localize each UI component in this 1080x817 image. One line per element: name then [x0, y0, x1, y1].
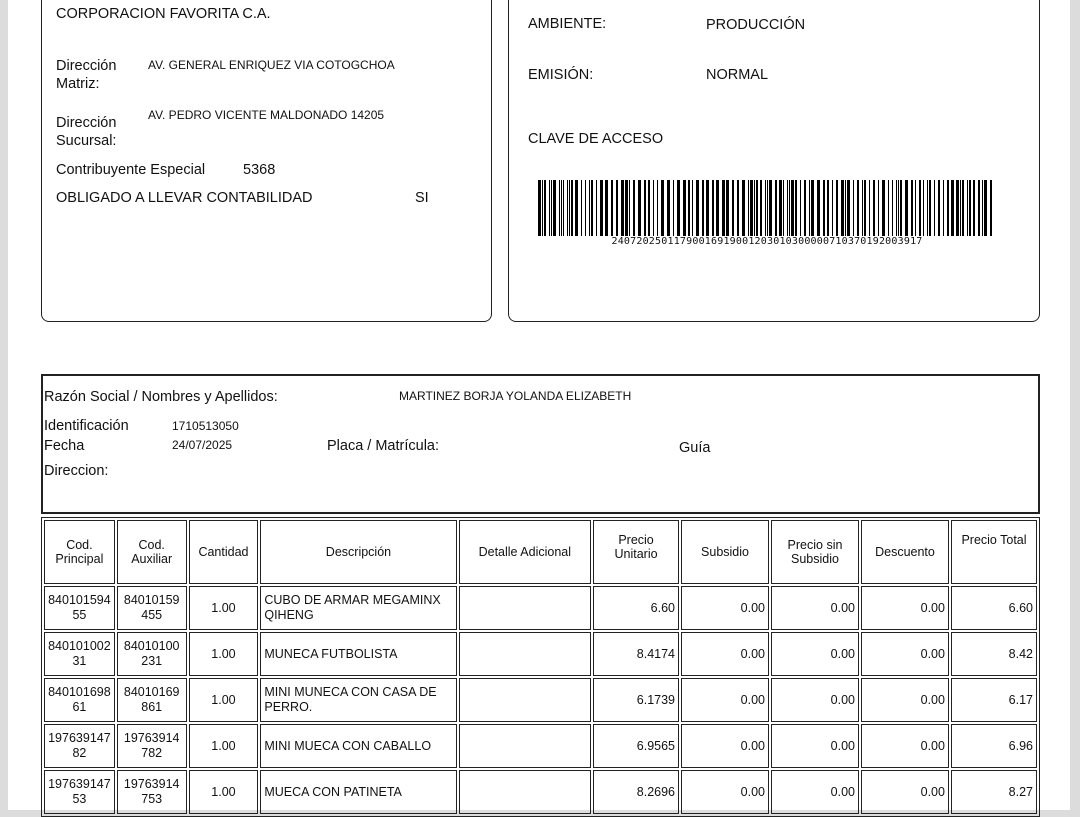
- cell-additional-detail: [459, 678, 591, 722]
- issuer-box: [41, 0, 492, 322]
- barcode-image: [536, 180, 998, 236]
- client-id: 1710513050: [172, 419, 239, 433]
- cell-additional-detail: [459, 770, 591, 814]
- cell-subsidy: 0.00: [681, 724, 769, 768]
- barcode-bar: [748, 180, 749, 236]
- barcode-bar: [779, 180, 782, 236]
- barcode-bar: [836, 180, 838, 236]
- cell-total-price: 6.60: [951, 586, 1037, 630]
- barcode-bar: [638, 180, 641, 236]
- barcode-bar: [629, 180, 630, 236]
- barcode-bar: [775, 180, 777, 236]
- cell-quantity: 1.00: [189, 586, 259, 630]
- cell-discount: 0.00: [861, 632, 949, 676]
- barcode-bar: [951, 180, 954, 236]
- cell-quantity: 1.00: [189, 678, 259, 722]
- cell-subsidy: 0.00: [681, 586, 769, 630]
- barcode-bar: [956, 180, 959, 236]
- barcode-bar: [900, 180, 902, 236]
- barcode-bar: [760, 180, 762, 236]
- barcode-bar: [947, 180, 949, 236]
- barcode-bar: [969, 180, 971, 236]
- barcode-bar: [898, 180, 899, 236]
- barcode-bar: [571, 180, 573, 236]
- barcode-bar: [712, 180, 714, 236]
- barcode-bar: [605, 180, 608, 236]
- barcode-bar: [611, 180, 613, 236]
- barcode-bar: [688, 180, 690, 236]
- barcode-bar: [962, 180, 964, 236]
- barcode-bar: [591, 180, 593, 236]
- header-aux-code: Cod. Auxiliar: [117, 520, 187, 584]
- cell-unit-price: 8.4174: [593, 632, 679, 676]
- table-row: [44, 586, 1037, 630]
- cell-total-price: 6.17: [951, 678, 1037, 722]
- barcode-bar: [978, 180, 980, 236]
- barcode-bar: [616, 180, 618, 236]
- barcode-bar: [990, 180, 992, 236]
- invoice-page: [8, 0, 1070, 810]
- barcode-bar: [722, 180, 725, 236]
- barcode-bar: [787, 180, 788, 236]
- accounting-label: OBLIGADO A LLEVAR CONTABILIDAD: [56, 190, 313, 206]
- barcode-bar: [915, 180, 916, 236]
- barcode-bar: [644, 180, 646, 236]
- barcode-bar: [706, 180, 709, 236]
- table-header-row: [44, 520, 1037, 584]
- cell-total-price: 8.27: [951, 770, 1037, 814]
- table-row: [44, 678, 1037, 722]
- cell-unit-price: 6.1739: [593, 678, 679, 722]
- special-taxpayer-label: Contribuyente Especial: [56, 162, 206, 178]
- matrix-address: AV. GENERAL ENRIQUEZ VIA COTOGCHOA: [148, 58, 395, 72]
- barcode-bar: [927, 180, 928, 236]
- client-address-label: Direccion:: [44, 463, 109, 479]
- barcode-bar: [769, 180, 772, 236]
- barcode-bar: [553, 180, 556, 236]
- barcode-bar: [561, 180, 562, 236]
- header-total-price: Precio Total: [951, 520, 1037, 584]
- barcode-bar: [621, 180, 624, 236]
- header-description: Descripción: [260, 520, 456, 584]
- cell-principal-code: 84010100231: [44, 632, 115, 676]
- barcode-bar: [569, 180, 570, 236]
- cell-principal-code: 19763914782: [44, 724, 115, 768]
- barcode-bar: [696, 180, 699, 236]
- cell-quantity: 1.00: [189, 632, 259, 676]
- special-taxpayer-value: 5368: [243, 162, 276, 178]
- barcode-bar: [765, 180, 766, 236]
- barcode-bar: [929, 180, 931, 236]
- cell-unit-price: 6.60: [593, 586, 679, 630]
- barcode-bar: [702, 180, 704, 236]
- branch-address: AV. PEDRO VICENTE MALDONADO 14205: [148, 108, 385, 122]
- header-discount: Descuento: [861, 520, 949, 584]
- barcode-bar: [919, 180, 921, 236]
- cell-description: MINI MUECA CON CABALLO: [260, 724, 456, 768]
- accounting-value: SI: [415, 190, 429, 206]
- barcode-bar: [549, 180, 550, 236]
- barcode-bar: [817, 180, 820, 236]
- header-subsidy: Subsidio: [681, 520, 769, 584]
- barcode-bar: [869, 180, 870, 236]
- table-row: [44, 770, 1037, 814]
- company-name: CORPORACION FAVORITA C.A.: [56, 6, 271, 22]
- cell-additional-detail: [459, 586, 591, 630]
- barcode-bar: [892, 180, 893, 236]
- barcode-bar: [596, 180, 597, 236]
- cell-quantity: 1.00: [189, 724, 259, 768]
- cell-total-price: 8.42: [951, 632, 1037, 676]
- barcode-bar: [732, 180, 734, 236]
- matrix-address-label: Dirección Matriz:: [56, 58, 117, 93]
- barcode-bar: [823, 180, 825, 236]
- barcode-bar: [911, 180, 913, 236]
- barcode-bar: [873, 180, 875, 236]
- client-name: MARTINEZ BORJA YOLANDA ELIZABETH: [399, 389, 632, 403]
- cell-description: MUNECA FUTBOLISTA: [260, 632, 456, 676]
- header-quantity: Cantidad: [189, 520, 259, 584]
- client-name-label: Razón Social / Nombres y Apellidos:: [44, 389, 278, 405]
- barcode-bar: [973, 180, 975, 236]
- cell-discount: 0.00: [861, 678, 949, 722]
- barcode-bar: [653, 180, 654, 236]
- barcode-bar: [795, 180, 797, 236]
- plate-label: Placa / Matrícula:: [327, 438, 440, 454]
- environment-label: AMBIENTE:: [528, 16, 607, 32]
- barcode-bar: [542, 180, 543, 236]
- access-key-number: 24072025011790016919001203010300000710370192003917: [611, 236, 923, 247]
- cell-description: MINI MUNECA CON CASA DE PERRO.: [260, 678, 456, 722]
- barcode-bar: [633, 180, 635, 236]
- cell-subsidy: 0.00: [681, 678, 769, 722]
- cell-principal-code: 19763914753: [44, 770, 115, 814]
- barcode-bar: [862, 180, 863, 236]
- barcode-bar: [683, 180, 686, 236]
- cell-subsidy: 0.00: [681, 770, 769, 814]
- barcode-bar: [737, 180, 739, 236]
- cell-discount: 0.00: [861, 724, 949, 768]
- access-key-label: CLAVE DE ACCESO: [528, 131, 664, 147]
- barcode-bar: [551, 180, 552, 236]
- barcode-bar: [847, 180, 850, 236]
- barcode-bar: [832, 180, 833, 236]
- barcode-bar: [934, 180, 935, 236]
- barcode-bar: [589, 180, 590, 236]
- items-table: [41, 517, 1040, 817]
- table-row: [44, 632, 1037, 676]
- barcode-bar: [581, 180, 582, 236]
- barcode-bar: [538, 180, 541, 236]
- cell-price-without-subsidy: 0.00: [771, 678, 859, 722]
- barcode-bar: [888, 180, 889, 236]
- barcode-bar: [896, 180, 897, 236]
- barcode-bar: [982, 180, 983, 236]
- barcode-bar: [754, 180, 755, 236]
- date-value: 24/07/2025: [172, 438, 233, 452]
- barcode-bar: [544, 180, 546, 236]
- barcode-bar: [767, 180, 768, 236]
- barcode-bar: [827, 180, 829, 236]
- barcode-bar: [923, 180, 924, 236]
- barcode-bar: [800, 180, 801, 236]
- cell-quantity: 1.00: [189, 770, 259, 814]
- barcode-bar: [559, 180, 560, 236]
- cell-aux-code: 19763914782: [117, 724, 187, 768]
- header-additional-detail: Detalle Adicional: [459, 520, 591, 584]
- barcode-bar: [878, 180, 879, 236]
- barcode-bar: [960, 180, 961, 236]
- barcode-bar: [882, 180, 885, 236]
- client-id-label: Identificación: [44, 418, 129, 434]
- barcode-bar: [716, 180, 719, 236]
- barcode-bar: [563, 180, 564, 236]
- barcode-bar: [841, 180, 844, 236]
- barcode-bar: [600, 180, 603, 236]
- cell-price-without-subsidy: 0.00: [771, 632, 859, 676]
- barcode-bar: [905, 180, 908, 236]
- barcode-bar: [984, 180, 987, 236]
- barcode-bar: [625, 180, 628, 236]
- guide-label: Guía: [679, 440, 711, 456]
- cell-subsidy: 0.00: [681, 632, 769, 676]
- barcode-bar: [567, 180, 568, 236]
- date-label: Fecha: [44, 438, 85, 454]
- header-unit-price: Precio Unitario: [593, 520, 679, 584]
- cell-discount: 0.00: [861, 586, 949, 630]
- cell-price-without-subsidy: 0.00: [771, 586, 859, 630]
- barcode-bar: [864, 180, 866, 236]
- environment-value: PRODUCCIÓN: [706, 17, 806, 33]
- cell-aux-code: 84010159455: [117, 586, 187, 630]
- barcode-bar: [783, 180, 784, 236]
- barcode-bar: [804, 180, 806, 236]
- barcode-bar: [967, 180, 968, 236]
- cell-description: CUBO DE ARMAR MEGAMINX QIHENG: [260, 586, 456, 630]
- barcode-bar: [791, 180, 794, 236]
- barcode-bar: [853, 180, 854, 236]
- barcode-bar: [809, 180, 810, 236]
- cell-description: MUECA CON PATINETA: [260, 770, 456, 814]
- cell-additional-detail: [459, 724, 591, 768]
- barcode-bar: [845, 180, 846, 236]
- barcode-bar: [575, 180, 578, 236]
- cell-discount: 0.00: [861, 770, 949, 814]
- cell-total-price: 6.96: [951, 724, 1037, 768]
- cell-aux-code: 84010100231: [117, 632, 187, 676]
- cell-principal-code: 84010159455: [44, 586, 115, 630]
- header-principal-code: Cod. Principal: [44, 520, 115, 584]
- barcode-bar: [661, 180, 664, 236]
- table-row: [44, 724, 1037, 768]
- cell-aux-code: 19763914753: [117, 770, 187, 814]
- branch-address-label: Dirección Sucursal:: [56, 115, 117, 150]
- authorization-box: [508, 0, 1040, 322]
- barcode-bar: [857, 180, 859, 236]
- barcode-bar: [585, 180, 586, 236]
- cell-principal-code: 84010169861: [44, 678, 115, 722]
- header-price-without-subsidy: Precio sin Subsidio: [771, 520, 859, 584]
- barcode-bar: [742, 180, 745, 236]
- cell-unit-price: 6.9565: [593, 724, 679, 768]
- emission-label: EMISIÓN:: [528, 67, 594, 83]
- cell-unit-price: 8.2696: [593, 770, 679, 814]
- barcode-bar: [789, 180, 790, 236]
- barcode-bar: [726, 180, 729, 236]
- barcode-bar: [938, 180, 940, 236]
- barcode-bar: [811, 180, 814, 236]
- barcode-bar: [943, 180, 944, 236]
- barcode-bar: [750, 180, 753, 236]
- barcode-bar: [648, 180, 650, 236]
- barcode-bar: [667, 180, 670, 236]
- cell-additional-detail: [459, 632, 591, 676]
- barcode-bar: [657, 180, 658, 236]
- barcode-bar: [677, 180, 680, 236]
- barcode-bar: [756, 180, 758, 236]
- cell-price-without-subsidy: 0.00: [771, 770, 859, 814]
- cell-aux-code: 84010169861: [117, 678, 187, 722]
- emission-value: NORMAL: [706, 67, 769, 83]
- cell-price-without-subsidy: 0.00: [771, 724, 859, 768]
- barcode-bar: [692, 180, 693, 236]
- barcode-bar: [673, 180, 674, 236]
